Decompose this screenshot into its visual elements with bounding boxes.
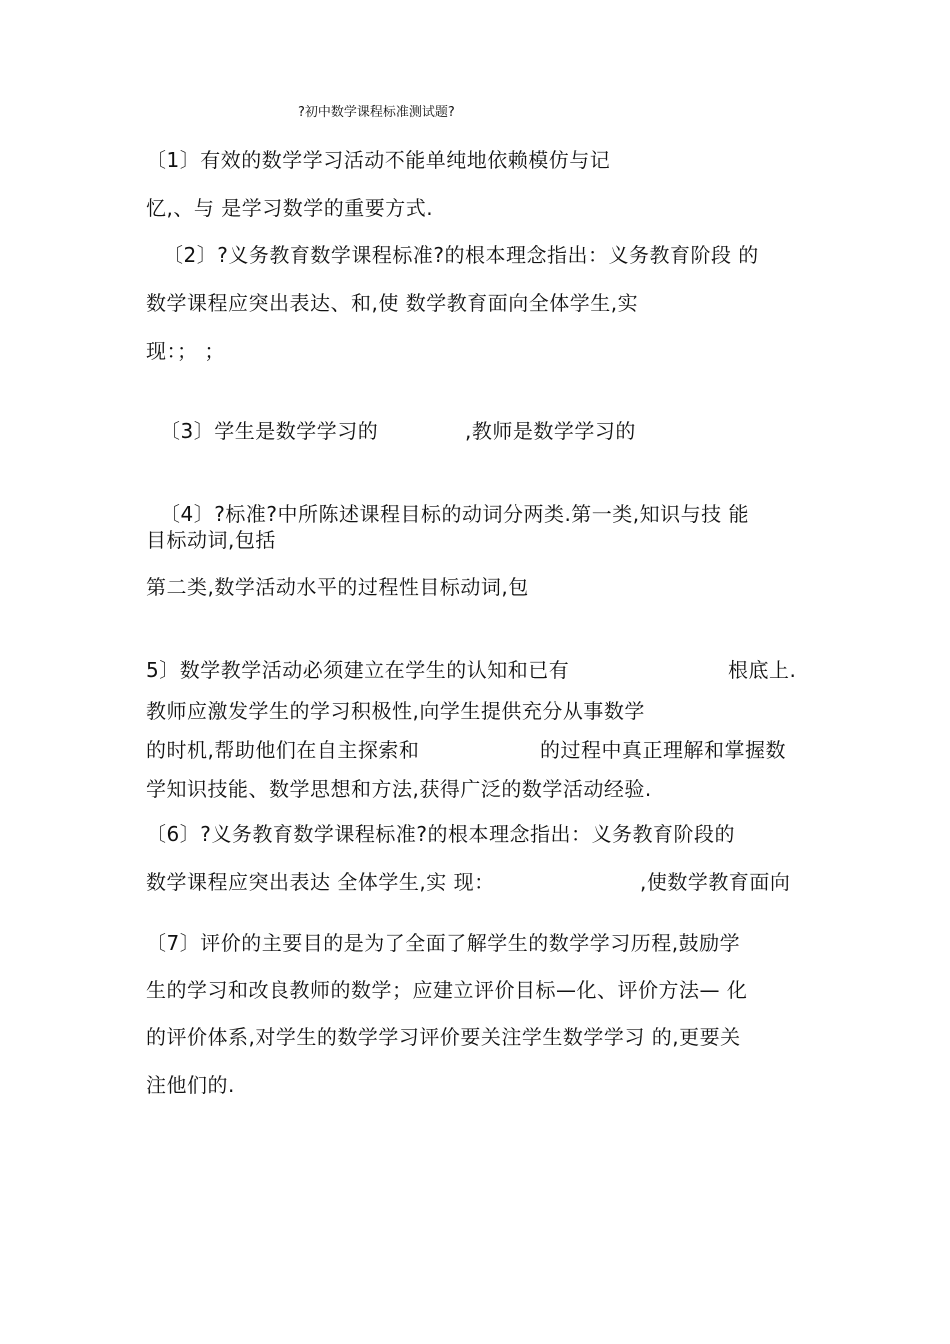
q2-line-1: 〔2〕?义务教育数学课程标准?的根本理念指出：义务教育阶段 的	[163, 243, 759, 267]
q3-line-part-2: ,教师是数学学习的	[465, 419, 636, 443]
q5-line-3-part-2: 的过程中真正理解和掌握数	[540, 738, 786, 762]
q2-line-3: 现：； ；	[146, 339, 225, 363]
q5-line-1-part-1: 5〕数学教学活动必须建立在学生的认知和已有	[146, 658, 570, 682]
q7-line-1: 〔7〕评价的主要目的是为了全面了解学生的数学学习历程,鼓励学	[146, 931, 741, 955]
q1-line-2: 忆,、与 是学习数学的重要方式.	[146, 196, 434, 220]
q7-line-4: 注他们的.	[146, 1073, 235, 1097]
q2-line-2: 数学课程应突出表达、和,使 数学教育面向全体学生,实	[146, 291, 639, 315]
q6-line-2-part-1: 数学课程应突出表达 全体学生,实 现：	[146, 870, 495, 894]
document-title: ?初中数学课程标准测试题?	[298, 105, 455, 120]
q6-line-1: 〔6〕?义务教育数学课程标准?的根本理念指出：义务教育阶段的	[146, 822, 735, 846]
q4-line-3: 第二类,数学活动水平的过程性目标动词,包	[146, 575, 529, 599]
q1-line-1: 〔1〕有效的数学学习活动不能单纯地依赖模仿与记	[146, 148, 611, 172]
q6-line-2-part-2: ,使数学教育面向	[640, 870, 791, 894]
q3-line-part-1: 〔3〕学生是数学学习的	[160, 419, 379, 443]
q5-line-2: 教师应激发学生的学习积极性,向学生提供充分从事数学	[146, 699, 645, 723]
q7-line-3: 的评价体系,对学生的数学学习评价要关注学生数学学习 的,更要关	[146, 1025, 741, 1049]
q4-line-2: 目标动词,包括	[146, 528, 276, 552]
q4-line-1: 〔4〕?标准?中所陈述课程目标的动词分两类.第一类,知识与技 能	[160, 502, 750, 526]
q7-line-2: 生的学习和改良教师的数学；应建立评价目标—化、评价方法— 化	[146, 978, 748, 1002]
q5-line-4: 学知识技能、数学思想和方法,获得广泛的数学活动经验.	[146, 777, 652, 801]
q5-line-3-part-1: 的时机,帮助他们在自主探索和	[146, 738, 420, 762]
q5-line-1-part-2: 根底上.	[728, 658, 797, 682]
